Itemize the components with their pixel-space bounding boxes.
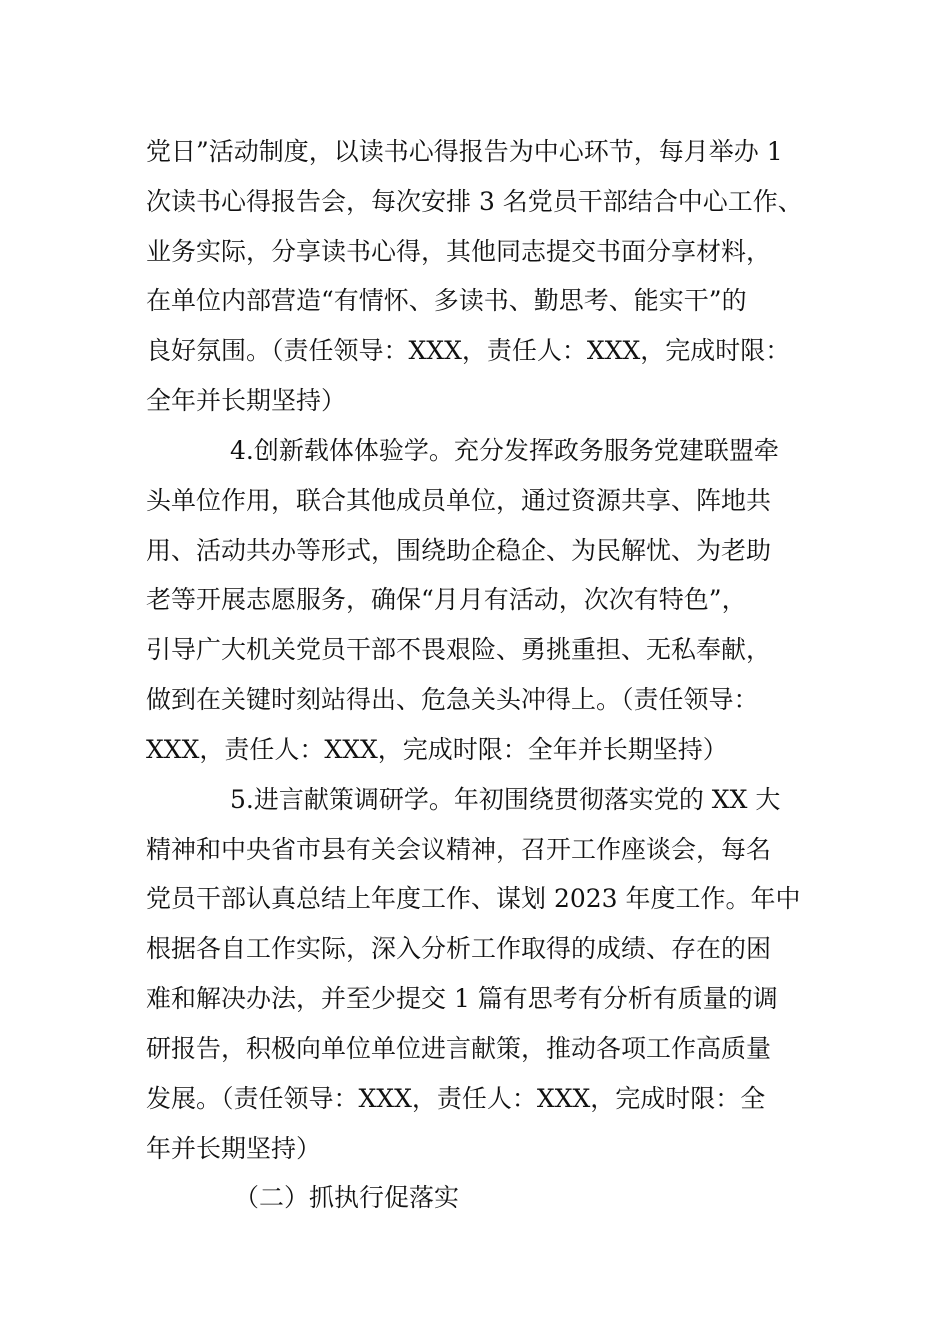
paragraph-line-1: 党日”活动制度，以读书心得报告为中心环节，每月举办 1 bbox=[146, 137, 783, 166]
item-5-line-1: 5.进言献策调研学。年初围绕贯彻落实党的 XX 大 bbox=[230, 785, 781, 814]
paragraph-line-4: 在单位内部营造“有情怀、多读书、勤思考、能实干”的 bbox=[146, 286, 747, 315]
item-5-line-5: 难和解决办法，并至少提交 1 篇有思考有分析有质量的调 bbox=[146, 984, 778, 1013]
section-heading: （二）抓执行促落实 bbox=[234, 1183, 460, 1212]
item-4-line-1: 4.创新载体体验学。充分发挥政务服务党建联盟牵 bbox=[230, 436, 779, 465]
item-4-line-6: 做到在关键时刻站得出、危急关头冲得上。（责任领导： bbox=[146, 685, 759, 714]
item-5-line-2: 精神和中央省市县有关会议精神，召开工作座谈会，每名 bbox=[146, 835, 772, 864]
item-5-line-7: 发展。（责任领导：XXX，责任人：XXX，完成时限：全 bbox=[146, 1084, 766, 1113]
item-4-line-3: 用、活动共办等形式，围绕助企稳企、为民解忧、为老助 bbox=[146, 536, 772, 565]
item-4-line-4: 老等开展志愿服务，确保“月月有活动，次次有特色”， bbox=[146, 585, 747, 614]
item-5-line-8: 年并长期坚持） bbox=[146, 1134, 322, 1163]
paragraph-line-5: 良好氛围。（责任领导：XXX，责任人：XXX，完成时限： bbox=[146, 336, 791, 365]
item-4-line-7: XXX，责任人：XXX，完成时限：全年并长期坚持） bbox=[146, 735, 728, 764]
paragraph-line-2: 次读书心得报告会，每次安排 3 名党员干部结合中心工作、 bbox=[146, 187, 803, 216]
item-5-line-6: 研报告，积极向单位单位进言献策，推动各项工作高质量 bbox=[146, 1034, 772, 1063]
item-5-line-3: 党员干部认真总结上年度工作、谋划 2023 年度工作。年中 bbox=[146, 884, 801, 913]
item-4-line-5: 引导广大机关党员干部不畏艰险、勇挑重担、无私奉献， bbox=[146, 635, 772, 664]
item-4-line-2: 头单位作用，联合其他成员单位，通过资源共享、阵地共 bbox=[146, 486, 772, 515]
item-5-line-4: 根据各自工作实际，深入分析工作取得的成绩、存在的困 bbox=[146, 934, 772, 963]
paragraph-line-6: 全年并长期坚持） bbox=[146, 386, 347, 415]
paragraph-line-3: 业务实际，分享读书心得，其他同志提交书面分享材料， bbox=[146, 237, 772, 266]
